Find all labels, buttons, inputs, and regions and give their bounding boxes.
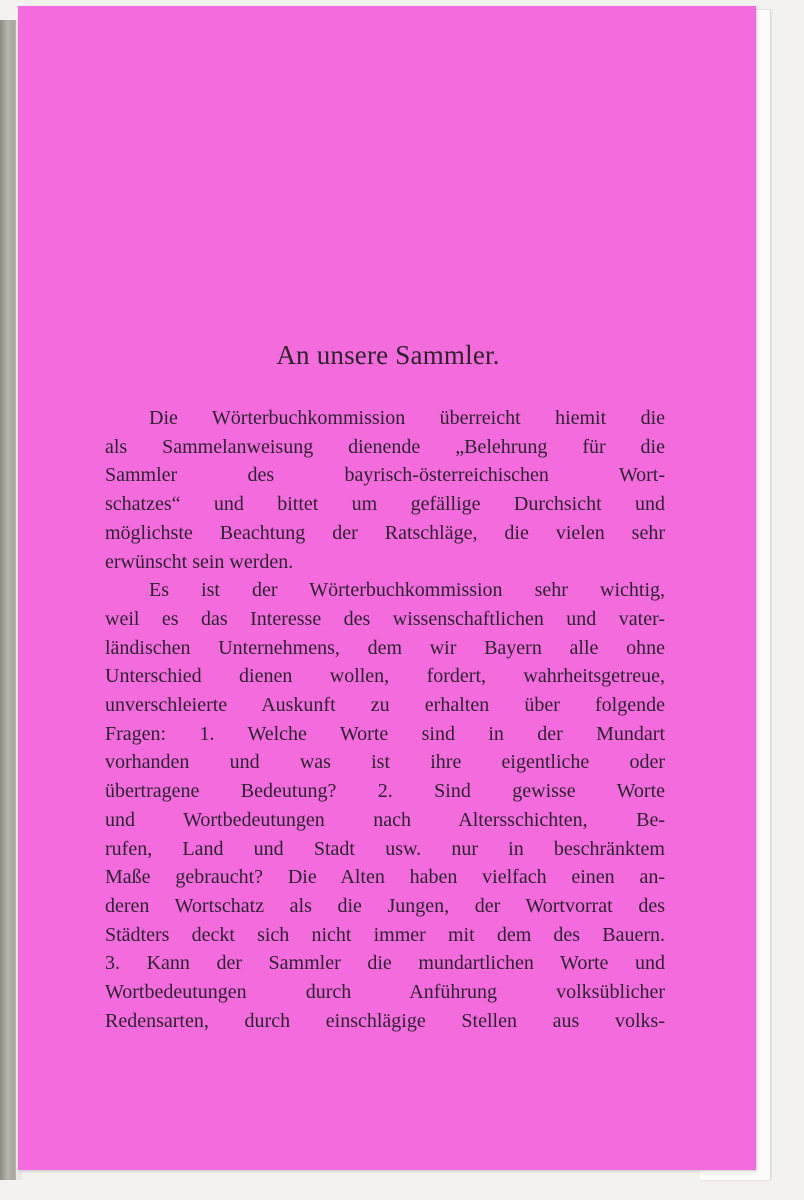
text-line: Sammler des bayrisch-österreichischen Wort- <box>105 464 665 487</box>
text-line: 3. Kann der Sammler die mundartlichen Worte und <box>105 952 665 975</box>
text-line: vorhanden und was ist ihre eigentliche oder <box>105 751 665 774</box>
text-line: und Wortbedeutungen nach Altersschichten, Be- <box>105 808 665 831</box>
text-line: deren Wortschatz als die Jungen, der Wortvorrat des <box>105 894 665 917</box>
pink-insert-sheet <box>18 6 756 1170</box>
text-line: Städters deckt sich nicht immer mit dem des Bauern. <box>105 923 665 946</box>
body-text <box>105 404 665 1035</box>
text-line: Die Wörterbuchkommission überreicht hiemit die <box>149 407 665 429</box>
text-line: rufen, Land und Stadt usw. nur in beschränktem <box>105 837 665 860</box>
text-line: unverschleierte Auskunft zu erhalten über folgende <box>105 694 665 717</box>
text-line: Unterschied dienen wollen, fordert, wahrheitsgetreue, <box>105 665 665 688</box>
text-line: erwünscht sein werden. <box>105 550 294 573</box>
text-line: Maße gebraucht? Die Alten haben vielfach einen an- <box>105 866 665 889</box>
text-line: Es ist der Wörterbuchkommission sehr wichtig, <box>149 579 665 602</box>
text-line: Wortbedeutungen durch Anführung volksüblicher <box>105 981 665 1004</box>
text-line: weil es das Interesse des wissenschaftlichen und vater- <box>105 607 665 630</box>
text-line: als Sammelanweisung dienende „Belehrung für die <box>105 435 665 458</box>
text-line: Redensarten, durch einschlägige Stellen aus volks- <box>105 1009 665 1032</box>
text-line: Fragen: 1. Welche Worte sind in der Mundart <box>105 722 665 745</box>
text-line: übertragene Bedeutung? 2. Sind gewisse Worte <box>105 780 665 803</box>
text-line: schatzes“ und bittet um gefällige Durchsicht und <box>105 493 665 516</box>
text-line: möglichste Beachtung der Ratschläge, die vielen sehr <box>105 521 665 544</box>
page-title: An unsere Sammler. <box>276 340 500 370</box>
text-line: ländischen Unternehmens, dem wir Bayern alle ohne <box>105 636 665 659</box>
